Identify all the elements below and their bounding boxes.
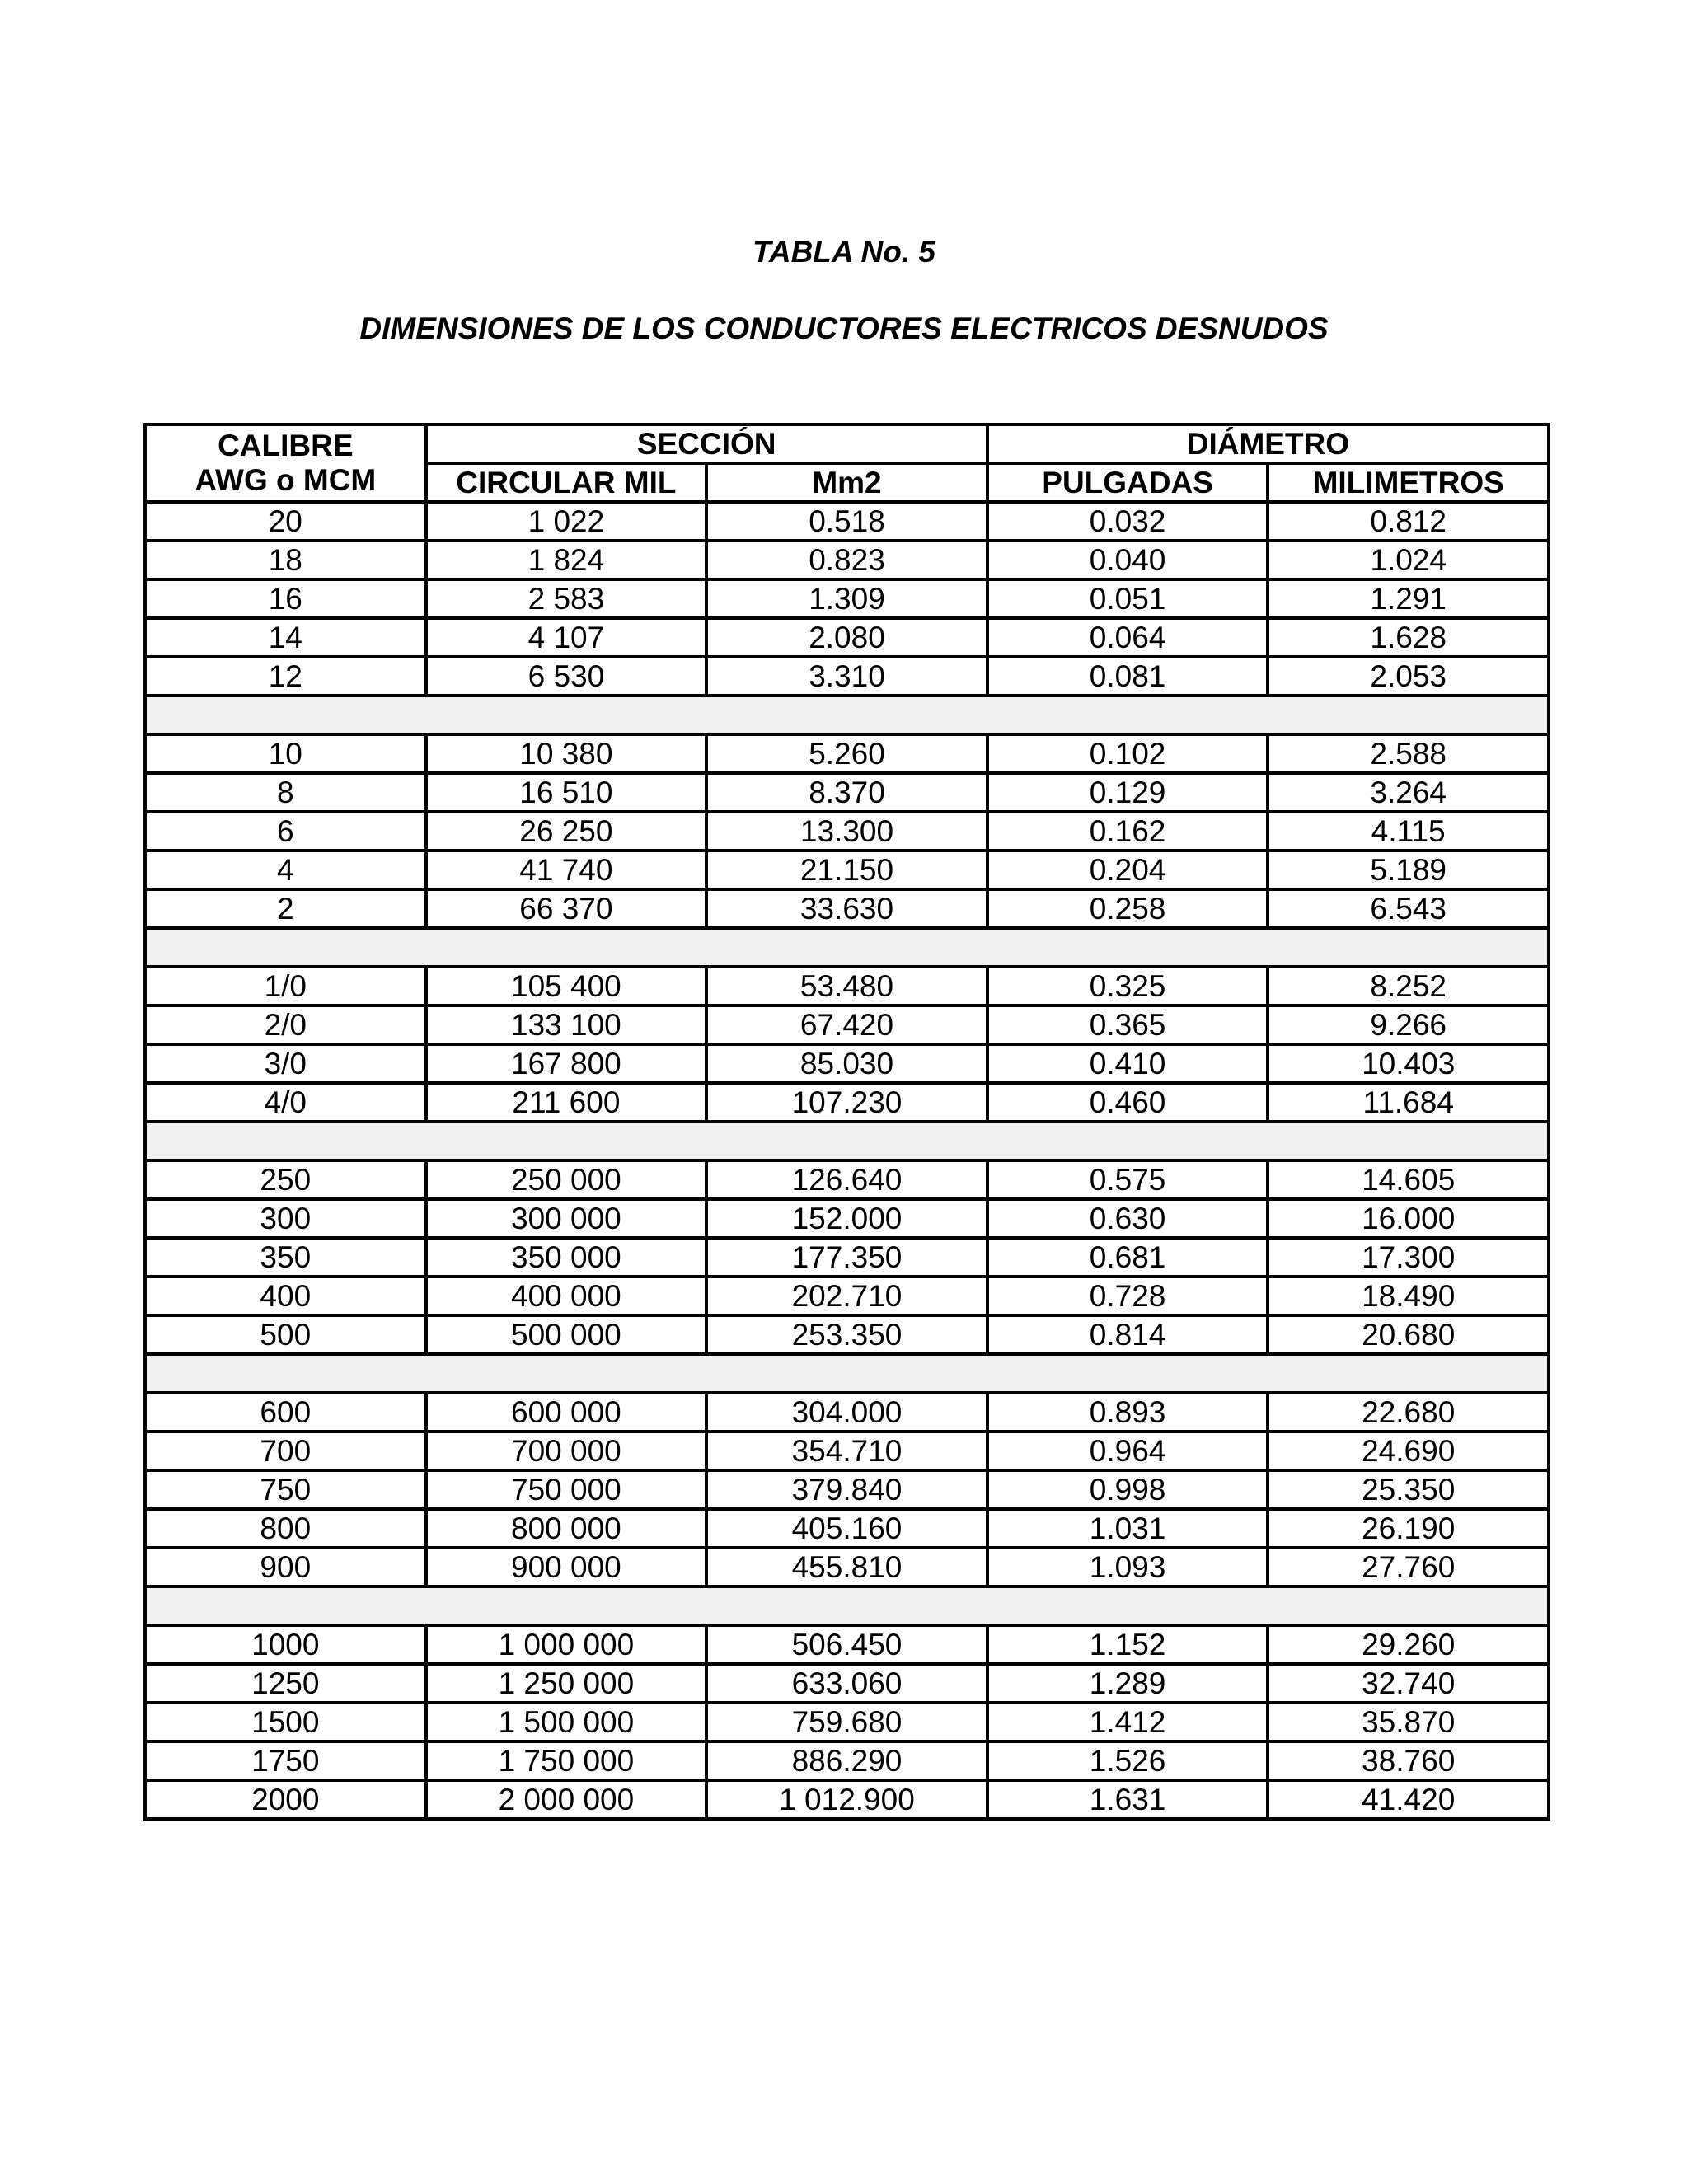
cell-milimetros: 4.115 [1268,812,1549,851]
separator-cell [145,696,1549,734]
cell-circular-mil: 300 000 [426,1199,707,1238]
table-row [145,1315,1549,1354]
cell-mm2: 405.160 [706,1509,987,1548]
table-row [145,773,1549,812]
cell-mm2: 0.518 [706,502,987,541]
table-row [145,1664,1549,1703]
cell-mm2: 1.309 [706,579,987,618]
cell-calibre: 18 [145,541,426,579]
header-mm2: Mm2 [706,463,987,502]
cell-calibre: 4/0 [145,1083,426,1122]
cell-milimetros: 18.490 [1268,1277,1549,1315]
table-row [145,1703,1549,1741]
cell-circular-mil: 1 022 [426,502,707,541]
table-title: TABLA No. 5 [753,235,935,269]
cell-mm2: 177.350 [706,1238,987,1277]
cell-circular-mil: 16 510 [426,773,707,812]
table-row [145,1780,1549,1819]
cell-pulgadas: 0.630 [987,1199,1268,1238]
cell-mm2: 455.810 [706,1548,987,1586]
cell-calibre: 14 [145,618,426,657]
cell-milimetros: 35.870 [1268,1703,1549,1741]
cell-milimetros: 27.760 [1268,1548,1549,1586]
cell-circular-mil: 350 000 [426,1238,707,1277]
header-pulgadas: PULGADAS [987,463,1268,502]
cell-circular-mil: 400 000 [426,1277,707,1315]
cell-circular-mil: 250 000 [426,1160,707,1199]
cell-circular-mil: 600 000 [426,1393,707,1432]
cell-mm2: 107.230 [706,1083,987,1122]
cell-milimetros: 0.812 [1268,502,1549,541]
cell-mm2: 13.300 [706,812,987,851]
cell-calibre: 6 [145,812,426,851]
table-row [145,1160,1549,1199]
table-row [145,618,1549,657]
cell-pulgadas: 0.129 [987,773,1268,812]
cell-mm2: 506.450 [706,1625,987,1664]
cell-mm2: 2.080 [706,618,987,657]
table-body [145,502,1549,1819]
cell-circular-mil: 500 000 [426,1315,707,1354]
group-separator-row [145,1354,1549,1393]
cell-pulgadas: 0.051 [987,579,1268,618]
cell-circular-mil: 2 583 [426,579,707,618]
header-calibre-line2: AWG o MCM [195,463,377,497]
cell-calibre: 10 [145,734,426,773]
group-separator-row [145,1586,1549,1625]
table-row [145,502,1549,541]
cell-calibre: 16 [145,579,426,618]
cell-pulgadas: 1.526 [987,1741,1268,1780]
cell-circular-mil: 26 250 [426,812,707,851]
cell-mm2: 53.480 [706,967,987,1005]
cell-pulgadas: 0.964 [987,1432,1268,1470]
cell-circular-mil: 1 824 [426,541,707,579]
table-row [145,1548,1549,1586]
cell-milimetros: 11.684 [1268,1083,1549,1122]
cell-calibre: 1250 [145,1664,426,1703]
cell-circular-mil: 66 370 [426,889,707,928]
cell-pulgadas: 0.102 [987,734,1268,773]
table-row [145,541,1549,579]
header-circular-mil: CIRCULAR MIL [426,463,707,502]
cell-circular-mil: 800 000 [426,1509,707,1548]
cell-pulgadas: 1.631 [987,1780,1268,1819]
separator-cell [145,928,1549,967]
cell-mm2: 759.680 [706,1703,987,1741]
table-row [145,812,1549,851]
table-row [145,1432,1549,1470]
cell-circular-mil: 750 000 [426,1470,707,1509]
cell-mm2: 354.710 [706,1432,987,1470]
cell-milimetros: 1.024 [1268,541,1549,579]
cell-circular-mil: 1 250 000 [426,1664,707,1703]
cell-pulgadas: 0.728 [987,1277,1268,1315]
cell-calibre: 20 [145,502,426,541]
cell-calibre: 1000 [145,1625,426,1664]
cell-circular-mil: 1 500 000 [426,1703,707,1741]
table-row [145,1509,1549,1548]
table-row [145,1393,1549,1432]
separator-cell [145,1354,1549,1393]
cell-milimetros: 2.053 [1268,657,1549,696]
cell-calibre: 400 [145,1277,426,1315]
cell-milimetros: 1.291 [1268,579,1549,618]
cell-circular-mil: 1 750 000 [426,1741,707,1780]
cell-calibre: 900 [145,1548,426,1586]
cell-milimetros: 25.350 [1268,1470,1549,1509]
cell-pulgadas: 0.998 [987,1470,1268,1509]
cell-pulgadas: 0.204 [987,851,1268,889]
cell-milimetros: 6.543 [1268,889,1549,928]
cell-circular-mil: 167 800 [426,1044,707,1083]
cell-circular-mil: 900 000 [426,1548,707,1586]
cell-pulgadas: 1.152 [987,1625,1268,1664]
cell-milimetros: 9.266 [1268,1005,1549,1044]
header-calibre-line1: CALIBRE [218,429,354,462]
cell-milimetros: 32.740 [1268,1664,1549,1703]
cell-pulgadas: 0.258 [987,889,1268,928]
cell-calibre: 1/0 [145,967,426,1005]
cell-pulgadas: 1.093 [987,1548,1268,1586]
cell-mm2: 379.840 [706,1470,987,1509]
cell-calibre: 1750 [145,1741,426,1780]
table-row [145,851,1549,889]
cell-circular-mil: 10 380 [426,734,707,773]
cell-pulgadas: 0.893 [987,1393,1268,1432]
header-milimetros: MILIMETROS [1268,463,1549,502]
cell-calibre: 500 [145,1315,426,1354]
cell-pulgadas: 0.162 [987,812,1268,851]
cell-mm2: 202.710 [706,1277,987,1315]
table-row [145,579,1549,618]
table-row [145,889,1549,928]
cell-calibre: 2000 [145,1780,426,1819]
cell-pulgadas: 0.325 [987,967,1268,1005]
cell-calibre: 750 [145,1470,426,1509]
cell-milimetros: 41.420 [1268,1780,1549,1819]
cell-mm2: 21.150 [706,851,987,889]
cell-mm2: 3.310 [706,657,987,696]
cell-circular-mil: 133 100 [426,1005,707,1044]
cell-pulgadas: 1.031 [987,1509,1268,1548]
cell-pulgadas: 0.681 [987,1238,1268,1277]
cell-calibre: 3/0 [145,1044,426,1083]
cell-calibre: 250 [145,1160,426,1199]
cell-mm2: 253.350 [706,1315,987,1354]
table-row [145,734,1549,773]
cell-calibre: 8 [145,773,426,812]
cell-pulgadas: 0.064 [987,618,1268,657]
cell-mm2: 886.290 [706,1741,987,1780]
table-row [145,967,1549,1005]
cell-calibre: 2 [145,889,426,928]
conductor-dimensions-table [143,423,1550,1821]
cell-milimetros: 26.190 [1268,1509,1549,1548]
table-row [145,1625,1549,1664]
cell-milimetros: 14.605 [1268,1160,1549,1199]
cell-mm2: 5.260 [706,734,987,773]
cell-milimetros: 29.260 [1268,1625,1549,1664]
cell-pulgadas: 0.040 [987,541,1268,579]
cell-circular-mil: 6 530 [426,657,707,696]
cell-calibre: 12 [145,657,426,696]
cell-milimetros: 17.300 [1268,1238,1549,1277]
table-row [145,1005,1549,1044]
cell-milimetros: 8.252 [1268,967,1549,1005]
cell-mm2: 304.000 [706,1393,987,1432]
cell-mm2: 152.000 [706,1199,987,1238]
cell-calibre: 2/0 [145,1005,426,1044]
table-row [145,657,1549,696]
table-row [145,1470,1549,1509]
cell-circular-mil: 211 600 [426,1083,707,1122]
cell-milimetros: 5.189 [1268,851,1549,889]
cell-calibre: 1500 [145,1703,426,1741]
cell-pulgadas: 0.365 [987,1005,1268,1044]
table-row [145,1083,1549,1122]
cell-mm2: 85.030 [706,1044,987,1083]
cell-mm2: 0.823 [706,541,987,579]
cell-mm2: 633.060 [706,1664,987,1703]
cell-pulgadas: 0.460 [987,1083,1268,1122]
cell-milimetros: 1.628 [1268,618,1549,657]
cell-pulgadas: 1.412 [987,1703,1268,1741]
header-calibre [145,424,426,502]
group-separator-row [145,1122,1549,1160]
cell-mm2: 67.420 [706,1005,987,1044]
cell-circular-mil: 4 107 [426,618,707,657]
table-row [145,1199,1549,1238]
cell-circular-mil: 105 400 [426,967,707,1005]
cell-calibre: 700 [145,1432,426,1470]
table-header [145,424,1549,502]
cell-calibre: 300 [145,1199,426,1238]
cell-pulgadas: 0.410 [987,1044,1268,1083]
cell-pulgadas: 1.289 [987,1664,1268,1703]
cell-pulgadas: 0.032 [987,502,1268,541]
separator-cell [145,1122,1549,1160]
group-separator-row [145,928,1549,967]
cell-circular-mil: 2 000 000 [426,1780,707,1819]
cell-circular-mil: 41 740 [426,851,707,889]
cell-calibre: 800 [145,1509,426,1548]
cell-circular-mil: 700 000 [426,1432,707,1470]
cell-milimetros: 38.760 [1268,1741,1549,1780]
cell-pulgadas: 0.814 [987,1315,1268,1354]
cell-pulgadas: 0.575 [987,1160,1268,1199]
cell-calibre: 350 [145,1238,426,1277]
cell-milimetros: 10.403 [1268,1044,1549,1083]
cell-circular-mil: 1 000 000 [426,1625,707,1664]
cell-milimetros: 3.264 [1268,773,1549,812]
header-diametro: DIÁMETRO [987,424,1549,463]
table-row [145,1741,1549,1780]
header-row-top [145,424,1549,463]
header-seccion: SECCIÓN [426,424,987,463]
cell-calibre: 600 [145,1393,426,1432]
cell-milimetros: 16.000 [1268,1199,1549,1238]
cell-milimetros: 20.680 [1268,1315,1549,1354]
separator-cell [145,1586,1549,1625]
cell-pulgadas: 0.081 [987,657,1268,696]
cell-mm2: 33.630 [706,889,987,928]
cell-mm2: 8.370 [706,773,987,812]
cell-calibre: 4 [145,851,426,889]
group-separator-row [145,696,1549,734]
cell-milimetros: 24.690 [1268,1432,1549,1470]
cell-mm2: 1 012.900 [706,1780,987,1819]
cell-milimetros: 22.680 [1268,1393,1549,1432]
table-subtitle: DIMENSIONES DE LOS CONDUCTORES ELECTRICOS DESNUDOS [359,312,1329,345]
cell-mm2: 126.640 [706,1160,987,1199]
table-row [145,1277,1549,1315]
table-row [145,1238,1549,1277]
table-row [145,1044,1549,1083]
cell-milimetros: 2.588 [1268,734,1549,773]
